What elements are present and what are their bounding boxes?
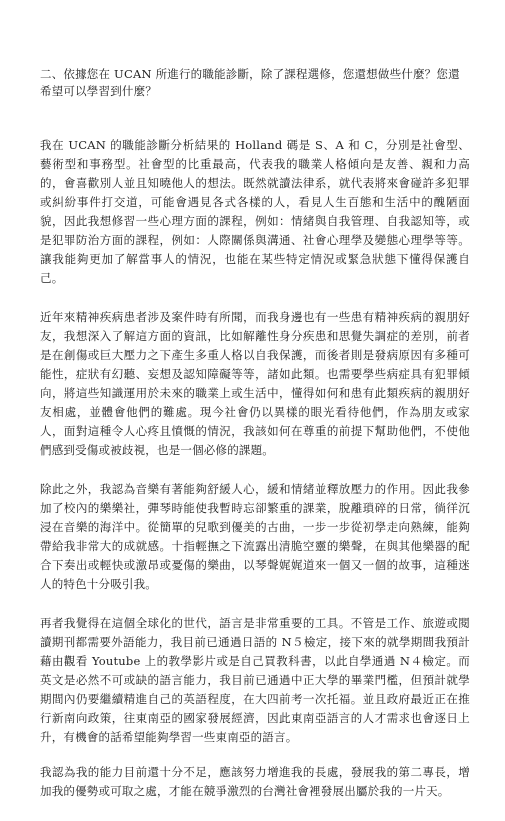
paragraph-mental-illness: 近年來精神疾病患者涉及案件時有所聞，而我身邊也有一些患有精神疾病的親朋好友，我想深入了解這方面的資訊，比如解離性身分疾患和思覺失調症的差別，前者是在創傷或巨大壓力之下產生多重人格以自我保護，而後者則是發病原因有多種可能性，症狀有幻聽、妄想及認知障礙等等，諸如此類。也需要學些病症具有犯罪傾向，將這些知識運用於未來的職業上或生活中，懂得如何和患有此類疾病的親朋好友相處，並體會他們的難處。現今社會仍以異樣的眼光看待他們，作為朋友或家人，面對這種令人心疼且憤慨的情況，我該如何在尊重的前提下幫助他們，不使他們感到受傷或被歧視，也是一個必修的課題。 <box>40 310 470 457</box>
paragraph-holland-code: 我在 UCAN 的職能診斷分析結果的 Holland 碼是 S、A 和 C，分別是社會型、藝術型和事務型。社會型的比重最高，代表我的職業人格傾向是友善、親和力高的，會喜歡別人並且知曉他人的想法。既然就讀法律系，就代表將來會碰許多犯罪或糾紛事件打交道，可能會遇見各式各樣的人，看見人生百態和生活中的醜陋面貌，因此我想修習一些心理方面的課程，例如：情緒與自我管理、自我認知等，或是犯罪防治方面的課程，例如：人際關係與溝通、社會心理學及變態心理學等等。讓我能夠更加了解當事人的情況，也能在某些特定情況或緊急狀態下懂得保護自己。 <box>40 138 470 285</box>
essay-body <box>40 66 470 821</box>
paragraph-conclusion: 我認為我的能力目前還十分不足，應該努力增進我的長處，發展我的第二專長，增加我的優勢或可取之處，才能在競爭激烈的台灣社會裡發展出屬於我的一片天。 <box>40 765 470 798</box>
question-heading: 二、依據您在 UCAN 所進行的職能診斷，除了課程選修，您還想做些什麼？您還希望可以學習到什麼？ <box>40 67 460 98</box>
paragraph-language: 再者我覺得在這個全球化的世代，語言是非常重要的工具。不管是工作、旅遊或閱讀期刊都需要外語能力，我目前已通過日語的 N５檢定，接下來的就學期間我預計藉由觀看 Youtube 上的教學影片或是自己買教科書，以此自學通過 N４檢定。而英文是必然不可或缺的語言能力，我目前已通過中正大學的畢業門檻，但預計就學期間內仍要繼續精進自己的英語程度，在大四前考一次托福。並且政府最近正在推行新南向政策，往東南亞的國家發展經濟，因此東南亞語言的人才需求也會逐日上升，有機會的話希望能夠學習一些東南亞的語言。 <box>40 616 470 744</box>
paragraph-music: 除此之外，我認為音樂有著能夠舒緩人心，緩和情緒並釋放壓力的作用。因此我參加了校內的樂樂社，彈琴時能使我暫時忘卻繁重的課業，脫離瑣碎的日常，徜徉沉浸在音樂的海洋中。從簡單的兒歌到優美的古曲，一步一步從初學走向熟練，能夠帶給我非常大的成就感。十指輕撫之下流露出清脆空靈的樂聲，在與其他樂器的配合下奏出或輕快或激昂或憂傷的樂曲，以琴聲娓娓道來一個又一個的故事，這種迷人的特色十分吸引我。 <box>40 482 470 591</box>
